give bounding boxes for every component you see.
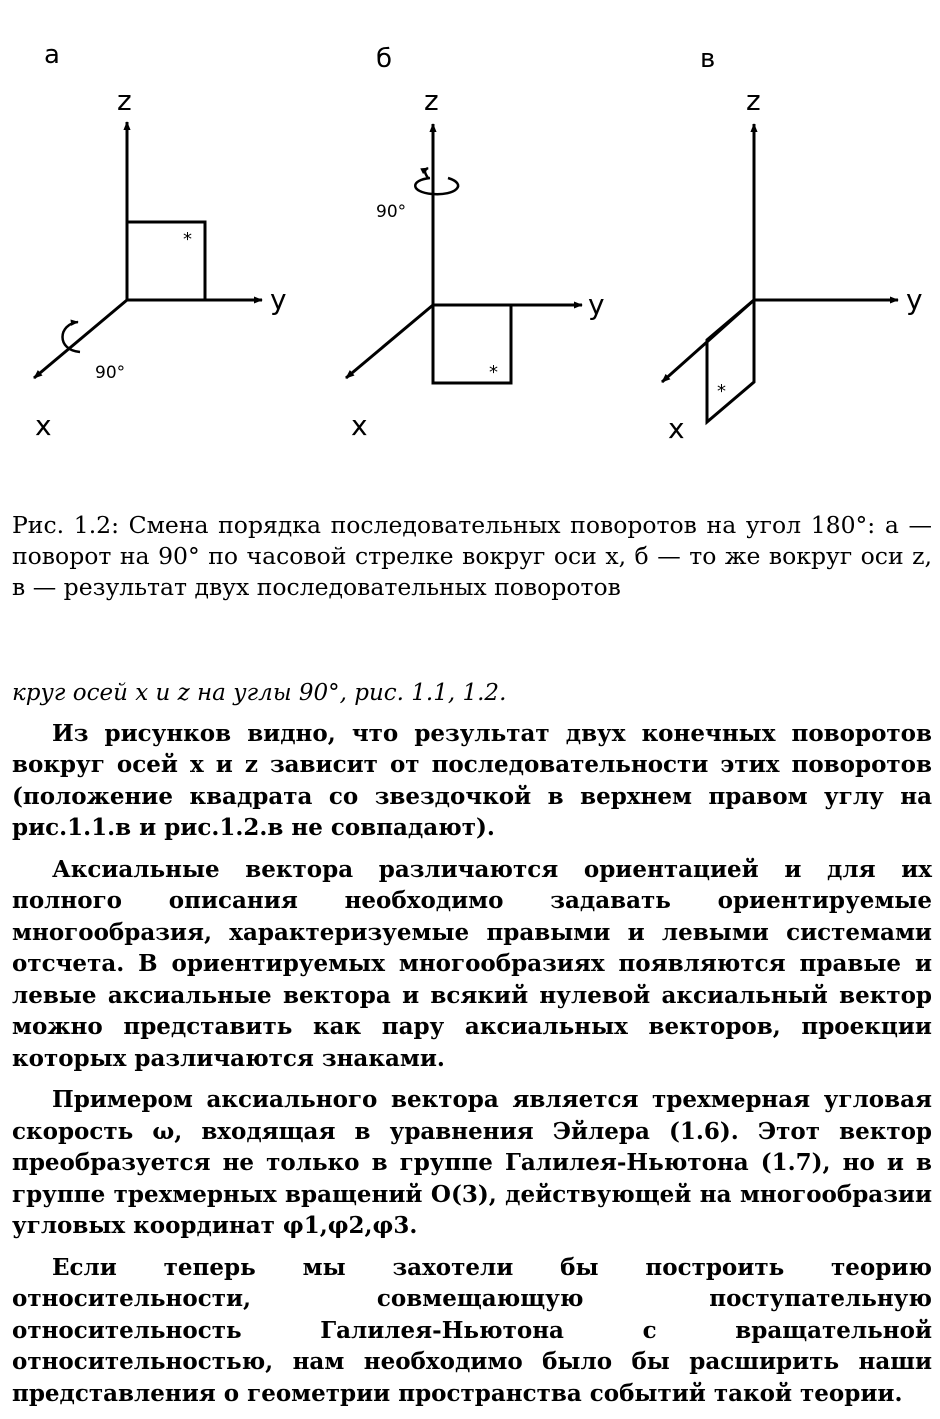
panel-b-x-axis <box>346 305 433 378</box>
panel-c-z-label: z <box>746 84 761 117</box>
panel-b-angle-label: 90° <box>376 202 407 222</box>
figure-1-2 <box>0 0 940 480</box>
panel-a-letter: а <box>44 40 60 70</box>
panel-a-square <box>127 222 205 300</box>
panel-a-z-label: z <box>117 84 132 117</box>
panel-b-rotation-ellipse <box>415 178 458 194</box>
panel-c-letter: в <box>700 44 716 74</box>
paragraph-angular-velocity: Примером аксиального вектора является трехмерная угловая скорость ω, входящая в уравнения Эйлера (1.6). Этот вектор преобразуется не только в группе Галилея-Ньютона (1.7), но и в группе трехмерных вращений O(3), действующей на многообразии угловых координат φ1,φ2,φ3. <box>12 1086 932 1239</box>
paragraph-rotation-order: Из рисунков видно, что результат двух конечных поворотов вокруг осей x и z зависит от последовательности этих поворотов (положение квадрата со звездочкой в верхнем правом углу на рис.1.1.в и рис.1.2.в не совпадают). <box>12 719 932 841</box>
panel-b-y-label: y <box>588 288 605 321</box>
panel-b-rotation-arrow <box>425 168 428 178</box>
panel-a-star: * <box>183 229 192 250</box>
panel-c-x-label: x <box>668 412 685 445</box>
panel-c-square <box>707 300 754 422</box>
paragraph-axial-vectors: Аксиальные вектора различаются ориентацией и для их полного описания необходимо задавать ориентируемые многообразия, характеризуемые правыми и левыми системами отсчета. В ориентируемых многообразиях появляются правые и левые аксиальные вектора и всякий нулевой аксиальный вектор можно представить как пару аксиальных векторов, проекции которых различаются знаками. <box>12 855 932 1072</box>
panel-c <box>662 44 923 445</box>
panel-b-square <box>433 305 511 383</box>
panel-b-star: * <box>489 362 498 383</box>
panel-b-letter: б <box>376 44 393 74</box>
panel-c-star: * <box>717 381 726 402</box>
figure-caption: Рис. 1.2: Смена порядка последовательных поворотов на угол 180°: а — поворот на 90° по часовой стрелке вокруг оси x, б — то же вокруг оси z, в — результат двух последовательных поворотов <box>12 511 932 601</box>
panel-b <box>346 44 605 442</box>
panel-b-z-label: z <box>424 84 439 117</box>
panel-a-y-label: y <box>270 283 287 316</box>
paragraph-relativity-theory: Если теперь мы захотели бы построить теорию относительности, совмещающую поступательную относительность Галилея-Ньютона с вращательной относительностью, нам необходимо было бы расширить наши представления о геометрии пространства событий такой теории. <box>12 1253 932 1407</box>
panel-a <box>34 40 287 442</box>
panel-c-y-label: y <box>906 283 923 316</box>
panel-a-angle-label: 90° <box>95 363 126 383</box>
panel-b-x-label: x <box>351 409 368 442</box>
paragraph-continuation: круг осей x и z на углы 90°, рис. 1.1, 1.2. <box>12 680 507 706</box>
body-text <box>12 678 932 1419</box>
panel-a-x-label: x <box>35 409 52 442</box>
